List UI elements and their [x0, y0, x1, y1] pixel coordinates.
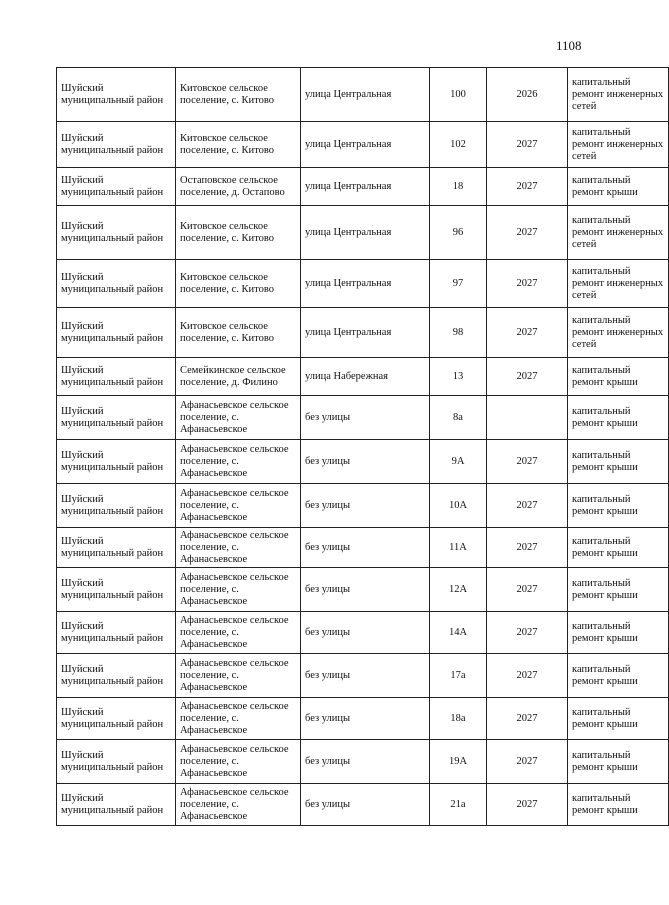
cell-house: 14А	[430, 612, 487, 654]
table-row	[57, 528, 669, 568]
cell-settlement: Афанасьевское сельское поселение, с. Афанасьевское	[176, 698, 301, 740]
cell-house: 97	[430, 260, 487, 308]
cell-district: Шуйский муниципальный район	[57, 206, 176, 260]
cell-settlement: Остаповское сельское поселение, д. Остапово	[176, 168, 301, 206]
cell-street: без улицы	[301, 396, 430, 440]
cell-house: 98	[430, 308, 487, 358]
cell-settlement: Китовское сельское поселение, с. Китово	[176, 308, 301, 358]
cell-year: 2027	[487, 484, 568, 528]
table-row	[57, 612, 669, 654]
cell-district: Шуйский муниципальный район	[57, 484, 176, 528]
cell-year: 2027	[487, 206, 568, 260]
table-row	[57, 260, 669, 308]
cell-settlement: Афанасьевское сельское поселение, с. Афанасьевское	[176, 568, 301, 612]
cell-settlement: Афанасьевское сельское поселение, с. Афанасьевское	[176, 654, 301, 698]
table-row	[57, 440, 669, 484]
cell-settlement: Афанасьевское сельское поселение, с. Афанасьевское	[176, 784, 301, 826]
cell-work: капитальный ремонт крыши	[568, 568, 669, 612]
cell-house: 10А	[430, 484, 487, 528]
cell-street: без улицы	[301, 612, 430, 654]
cell-street: улица Центральная	[301, 122, 430, 168]
cell-house: 21а	[430, 784, 487, 826]
cell-street: без улицы	[301, 528, 430, 568]
cell-settlement: Афанасьевское сельское поселение, с. Афанасьевское	[176, 612, 301, 654]
table-row	[57, 654, 669, 698]
cell-settlement: Китовское сельское поселение, с. Китово	[176, 122, 301, 168]
page-number: 1108	[556, 38, 582, 53]
cell-settlement: Афанасьевское сельское поселение, с. Афанасьевское	[176, 440, 301, 484]
cell-work: капитальный ремонт крыши	[568, 168, 669, 206]
cell-district: Шуйский муниципальный район	[57, 122, 176, 168]
cell-work: капитальный ремонт инженерных сетей	[568, 122, 669, 168]
cell-settlement: Афанасьевское сельское поселение, с. Афанасьевское	[176, 740, 301, 784]
cell-year: 2027	[487, 440, 568, 484]
cell-settlement: Семейкинское сельское поселение, д. Филино	[176, 358, 301, 396]
cell-work: капитальный ремонт крыши	[568, 358, 669, 396]
cell-settlement: Китовское сельское поселение, с. Китово	[176, 206, 301, 260]
cell-house: 96	[430, 206, 487, 260]
cell-work: капитальный ремонт крыши	[568, 784, 669, 826]
cell-district: Шуйский муниципальный район	[57, 308, 176, 358]
cell-work: капитальный ремонт инженерных сетей	[568, 206, 669, 260]
cell-district: Шуйский муниципальный район	[57, 654, 176, 698]
cell-year: 2027	[487, 168, 568, 206]
table-row	[57, 396, 669, 440]
table-row	[57, 784, 669, 826]
cell-work: капитальный ремонт крыши	[568, 528, 669, 568]
cell-work: капитальный ремонт инженерных сетей	[568, 68, 669, 122]
cell-work: капитальный ремонт крыши	[568, 698, 669, 740]
cell-street: улица Центральная	[301, 168, 430, 206]
cell-year: 2027	[487, 568, 568, 612]
cell-house: 8а	[430, 396, 487, 440]
cell-year: 2027	[487, 308, 568, 358]
cell-district: Шуйский муниципальный район	[57, 68, 176, 122]
cell-year: 2027	[487, 528, 568, 568]
cell-district: Шуйский муниципальный район	[57, 612, 176, 654]
cell-work: капитальный ремонт крыши	[568, 612, 669, 654]
cell-district: Шуйский муниципальный район	[57, 358, 176, 396]
table-row	[57, 740, 669, 784]
cell-street: без улицы	[301, 784, 430, 826]
table-row	[57, 698, 669, 740]
cell-street: улица Центральная	[301, 68, 430, 122]
cell-settlement: Афанасьевское сельское поселение, с. Афанасьевское	[176, 528, 301, 568]
cell-district: Шуйский муниципальный район	[57, 528, 176, 568]
cell-street: без улицы	[301, 654, 430, 698]
cell-work: капитальный ремонт крыши	[568, 396, 669, 440]
table-row	[57, 122, 669, 168]
cell-house: 11А	[430, 528, 487, 568]
table-row	[57, 206, 669, 260]
cell-street: без улицы	[301, 698, 430, 740]
cell-year: 2027	[487, 358, 568, 396]
cell-street: улица Центральная	[301, 206, 430, 260]
cell-house: 18	[430, 168, 487, 206]
cell-work: капитальный ремонт крыши	[568, 740, 669, 784]
cell-street: улица Центральная	[301, 260, 430, 308]
cell-district: Шуйский муниципальный район	[57, 784, 176, 826]
cell-street: улица Центральная	[301, 308, 430, 358]
table-row	[57, 168, 669, 206]
cell-house: 13	[430, 358, 487, 396]
cell-settlement: Афанасьевское сельское поселение, с. Афанасьевское	[176, 484, 301, 528]
housing-repair-table	[56, 67, 669, 826]
cell-street: без улицы	[301, 740, 430, 784]
cell-house: 12А	[430, 568, 487, 612]
cell-year	[487, 396, 568, 440]
cell-district: Шуйский муниципальный район	[57, 698, 176, 740]
cell-work: капитальный ремонт крыши	[568, 484, 669, 528]
cell-house: 17а	[430, 654, 487, 698]
cell-year: 2027	[487, 612, 568, 654]
cell-street: без улицы	[301, 440, 430, 484]
cell-year: 2027	[487, 698, 568, 740]
table-row	[57, 358, 669, 396]
cell-house: 19А	[430, 740, 487, 784]
cell-district: Шуйский муниципальный район	[57, 168, 176, 206]
cell-work: капитальный ремонт инженерных сетей	[568, 260, 669, 308]
table-row	[57, 568, 669, 612]
cell-district: Шуйский муниципальный район	[57, 260, 176, 308]
cell-year: 2026	[487, 68, 568, 122]
cell-house: 18а	[430, 698, 487, 740]
cell-work: капитальный ремонт крыши	[568, 440, 669, 484]
cell-street: без улицы	[301, 484, 430, 528]
cell-house: 9А	[430, 440, 487, 484]
cell-settlement: Китовское сельское поселение, с. Китово	[176, 68, 301, 122]
cell-settlement: Афанасьевское сельское поселение, с. Афанасьевское	[176, 396, 301, 440]
cell-settlement: Китовское сельское поселение, с. Китово	[176, 260, 301, 308]
table-row	[57, 68, 669, 122]
cell-work: капитальный ремонт инженерных сетей	[568, 308, 669, 358]
cell-year: 2027	[487, 740, 568, 784]
cell-district: Шуйский муниципальный район	[57, 740, 176, 784]
cell-year: 2027	[487, 122, 568, 168]
cell-district: Шуйский муниципальный район	[57, 568, 176, 612]
cell-year: 2027	[487, 654, 568, 698]
table-row	[57, 484, 669, 528]
cell-district: Шуйский муниципальный район	[57, 396, 176, 440]
table-row	[57, 308, 669, 358]
cell-street: без улицы	[301, 568, 430, 612]
cell-year: 2027	[487, 784, 568, 826]
cell-street: улица Набережная	[301, 358, 430, 396]
cell-house: 100	[430, 68, 487, 122]
cell-work: капитальный ремонт крыши	[568, 654, 669, 698]
cell-house: 102	[430, 122, 487, 168]
cell-year: 2027	[487, 260, 568, 308]
cell-district: Шуйский муниципальный район	[57, 440, 176, 484]
